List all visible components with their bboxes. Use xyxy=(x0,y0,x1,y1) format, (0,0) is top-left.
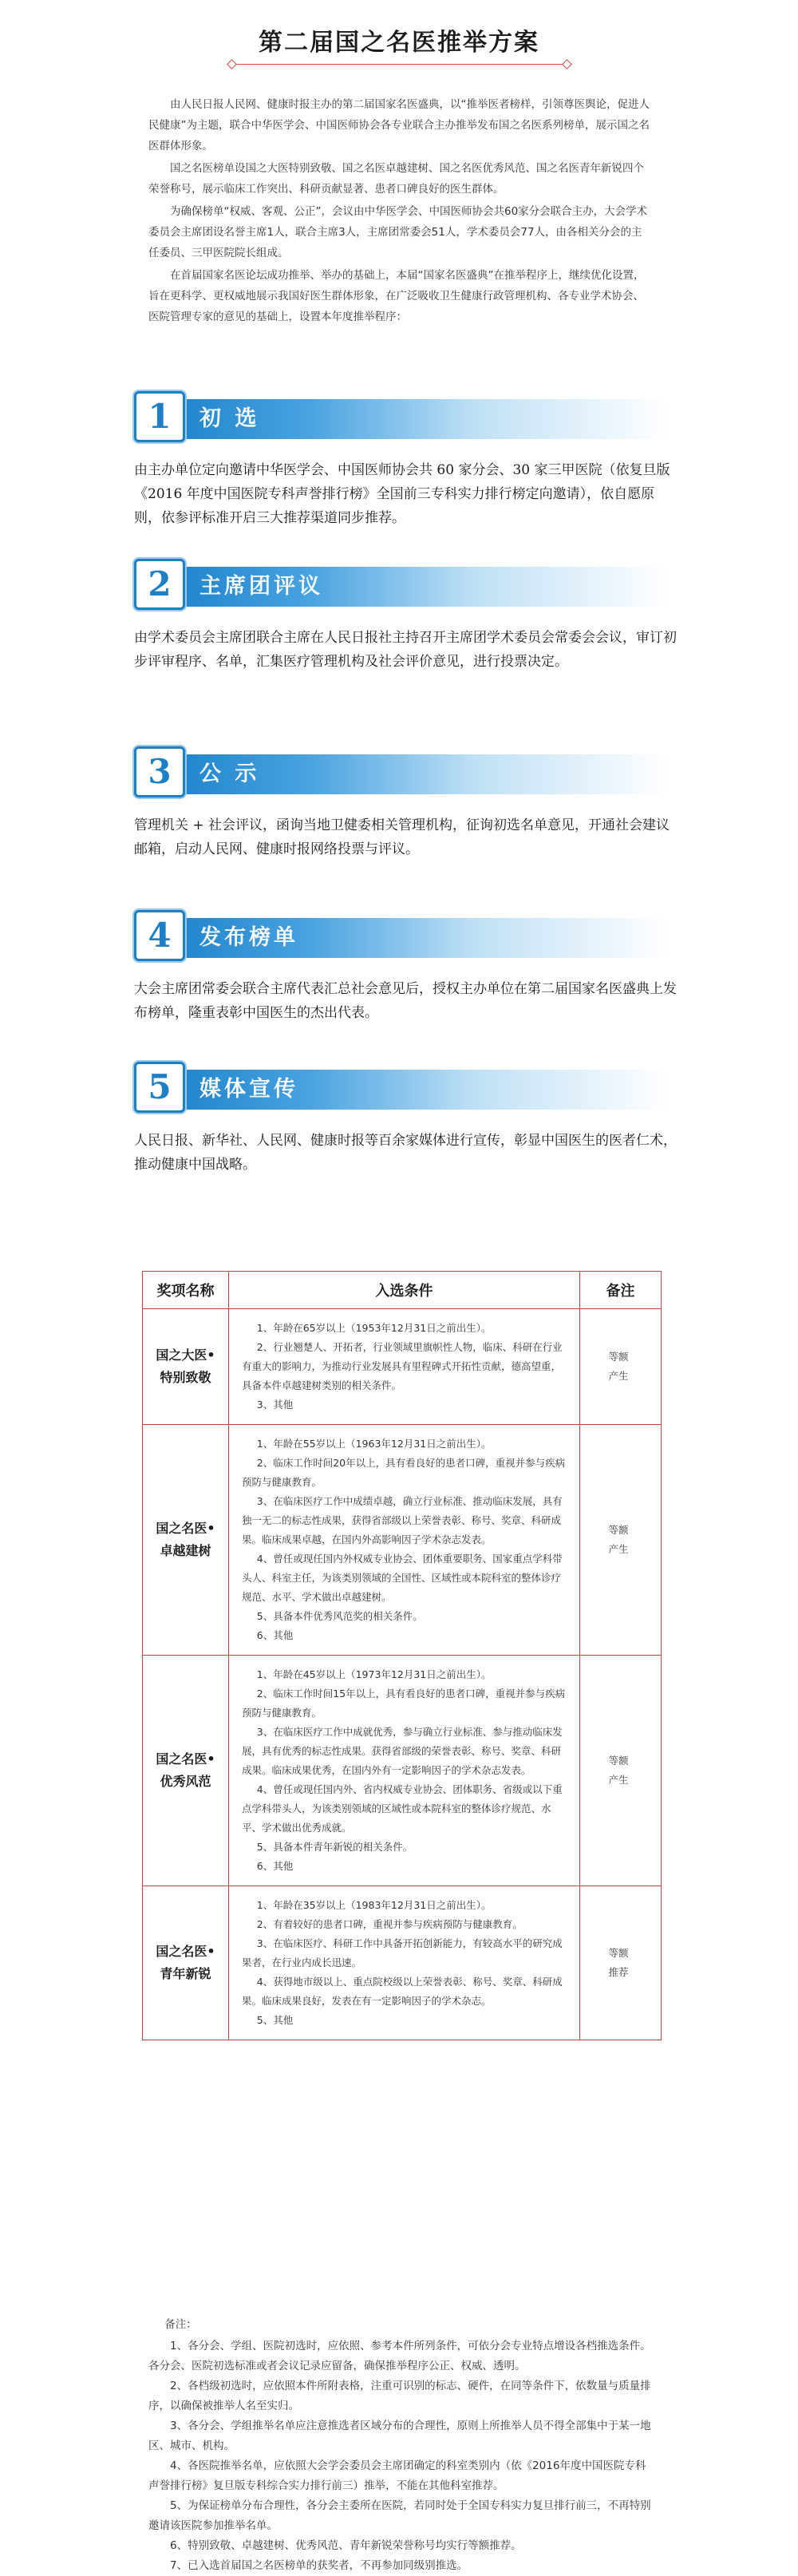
award-name-cell xyxy=(143,1425,229,1656)
step-header xyxy=(134,1062,677,1118)
step-5 xyxy=(134,1062,677,1177)
note-text: 等额产生 xyxy=(608,1524,629,1555)
condition-item: 5、其他 xyxy=(256,2014,294,2026)
remark-item: 1、各分会、学组、医院初选时，应依照、参考本件所列条件，可依分会专业特点增设各档推选条件。各分会、医院初选标准或者会议记录应留备，确保推举程序公正、权威、透明。 xyxy=(148,2340,651,2372)
award-name-line: 青年新锐 xyxy=(160,1966,211,1981)
award-name-line: 特别致敬 xyxy=(160,1370,211,1385)
remark-item: 5、为保证榜单分布合理性，各分会主委所在医院，若同时处于全国专科实力复旦排行前三，不再特别邀请该医院参加推举名单。 xyxy=(148,2499,651,2532)
step-3 xyxy=(134,746,677,861)
step-number-badge: 4 xyxy=(134,910,185,961)
remark-item: 3、各分会、学组推举名单应注意推选者区域分布的合理性，原则上所推举人员不得全部集中于某一地区、城市、机构。 xyxy=(148,2420,651,2452)
note-cell xyxy=(580,1309,662,1425)
step-header xyxy=(134,746,677,802)
condition-item: 1、年龄在35岁以上（1983年12月31日之前出生）。 xyxy=(256,1899,492,1911)
step-header xyxy=(134,391,677,447)
condition-item: 2、临床工作时间20年以上，具有看良好的患者口碑，重视并参与疾病预防与健康教育。 xyxy=(242,1457,566,1488)
condition-item: 2、行业翘楚人、开拓者，行业领域里旗帜性人物，临床、科研在行业有重大的影响力，为推动行业发展具有里程碑式开拓性贡献，德高望重，具备本件卓越建树类别的相关条件。 xyxy=(242,1341,563,1391)
table-row xyxy=(143,1425,662,1656)
note-text: 等额产生 xyxy=(608,1755,629,1786)
conditions-cell xyxy=(229,1425,580,1656)
condition-item: 1、年龄在55岁以上（1963年12月31日之前出生）。 xyxy=(256,1438,492,1450)
award-name-cell xyxy=(143,1886,229,2040)
page-title: 第二届国之名医推举方案 xyxy=(259,29,539,57)
award-name-line: 国之大医• xyxy=(156,1347,215,1363)
step-4 xyxy=(134,910,677,1025)
condition-item: 1、年龄在45岁以上（1973年12月31日之前出生）。 xyxy=(256,1668,492,1680)
intro-paragraph: 为确保榜单“权威、客观、公正”，会议由中华医学会、中国医师协会共60家分会联合主办，大会学术委员会主席团设名誉主席1人，联合主席3人，主席团常委会51人，学术委员会77人，由各相关分会的主任委员、三甲医院院长组成。 xyxy=(148,205,648,259)
intro-paragraph: 由人民日报人民网、健康时报主办的第二届国家名医盛典，以“推举医者榜样，引领尊医舆论，促进人民健康”为主题，联合中华医学会、中国医师协会各专业联合主办推举发布国之名医系列榜单，展示国之名医群体形象。 xyxy=(148,98,650,152)
divider-diamond-right xyxy=(562,59,572,69)
step-number-badge: 1 xyxy=(134,391,185,442)
award-name-line: 国之名医• xyxy=(156,1944,215,1959)
note-cell xyxy=(580,1886,662,2040)
table-header-row xyxy=(143,1272,662,1309)
condition-item: 6、其他 xyxy=(256,1629,294,1641)
award-name-line: 卓越建树 xyxy=(160,1543,211,1558)
remarks-section xyxy=(148,2315,651,2576)
condition-item: 4、曾任或现任国内外、省内权威专业协会、团体职务、省级或以下重点学科带头人，为该类别领域的区域性或本院科室的整体诊疗规范、水平、学术做出优秀成就。 xyxy=(242,1783,563,1834)
condition-item: 2、有着较好的患者口碑，重视并参与疾病预防与健康教育。 xyxy=(256,1918,523,1930)
remark-item: 4、各医院推举名单，应依照大会学会委员会主席团确定的科室类别内（依《2016年度中国医院专科声誉排行榜》复旦版专科综合实力排行前三）推举，不能在其他科室推荐。 xyxy=(148,2459,646,2492)
intro-paragraph: 国之名医榜单设国之大医特别致敬、国之名医卓越建树、国之名医优秀风范、国之名医青年新锐四个荣誉称号，展示临床工作突出、科研贡献显著、患者口碑良好的医生群体。 xyxy=(148,162,644,196)
step-title: 发布榜单 xyxy=(200,925,298,950)
condition-item: 1、年龄在65岁以上（1953年12月31日之前出生）。 xyxy=(256,1322,492,1334)
note-text: 等额产生 xyxy=(608,1351,629,1382)
condition-item: 2、临床工作时间15年以上，具有看良好的患者口碑，重视并参与疾病预防与健康教育。 xyxy=(242,1688,566,1719)
step-2 xyxy=(134,559,677,674)
column-header-award: 奖项名称 xyxy=(143,1272,229,1309)
condition-item: 3、在临床医疗工作中成绩卓越，确立行业标准、推动临床发展，具有独一无二的标志性成果，获得省部级以上荣誉表彰、称号、奖章、科研成果。临床成果卓越，在国内外高影响因子学术杂志发表。 xyxy=(242,1495,563,1545)
award-name-line: 国之名医• xyxy=(156,1521,215,1536)
intro-section xyxy=(148,94,651,329)
table-row xyxy=(143,1309,662,1425)
conditions-cell xyxy=(229,1886,580,2040)
award-name-line: 国之名医• xyxy=(156,1751,215,1767)
step-title: 公 示 xyxy=(200,762,260,786)
condition-item: 3、其他 xyxy=(256,1399,294,1411)
note-text: 等额推荐 xyxy=(608,1947,629,1978)
remark-item: 7、已入选首届国之名医榜单的获奖者，不再参加同级别推选。 xyxy=(170,2559,468,2572)
award-name-cell xyxy=(143,1656,229,1886)
step-number-badge: 3 xyxy=(134,746,185,797)
note-cell xyxy=(580,1425,662,1656)
award-table xyxy=(142,1271,662,2040)
remark-item: 6、特别致敬、卓越建树、优秀风范、青年新锐荣誉称号均实行等额推荐。 xyxy=(170,2539,522,2552)
step-title: 主席团评议 xyxy=(200,574,323,599)
condition-item: 6、其他 xyxy=(256,1860,294,1872)
condition-item: 4、曾任或现任国内外权威专业协会、团体重要职务、国家重点学科带头人、科室主任，为该类别领域的全国性、区域性或本院科室的整体诊疗规范、水平、学术做出卓越建树。 xyxy=(242,1553,563,1603)
intro-paragraph: 在首届国家名医论坛成功推举、举办的基础上，本届“国家名医盛典”在推举程序上，继续优化设置，旨在更科学、更权威地展示我国好医生群体形象，在广泛吸收卫生健康行政管理机构、各专业学术协会、医院管理专家的意见的基础上，设置本年度推举程序： xyxy=(148,269,645,323)
remarks-title: 备注： xyxy=(164,2318,197,2331)
step-description: 由学术委员会主席团联合主席在人民日报社主持召开主席团学术委员会常委会会议，审订初步评审程序、名单，汇集医疗管理机构及社会评价意见，进行投票决定。 xyxy=(134,630,677,670)
step-header xyxy=(134,559,677,615)
step-number-badge: 2 xyxy=(134,559,185,610)
step-description: 管理机关 + 社会评议，函询当地卫健委相关管理机构，征询初选名单意见，开通社会建议邮箱，启动人民网、健康时报网络投票与评议。 xyxy=(134,817,670,857)
condition-item: 5、具备本件青年新锐的相关条件。 xyxy=(256,1841,413,1853)
column-header-note: 备注 xyxy=(580,1272,662,1309)
condition-item: 3、在临床医疗工作中成就优秀，参与确立行业标准、参与推动临床发展，具有优秀的标志性成果。获得省部级的荣誉表彰、称号、奖章、科研成果。临床成果优秀，在国内外有一定影响因子的学术杂志发表。 xyxy=(242,1726,563,1776)
table-row xyxy=(143,1886,662,2040)
step-description: 人民日报、新华社、人民网、健康时报等百余家媒体进行宣传，彰显中国医生的医者仁术，推动健康中国战略。 xyxy=(134,1133,677,1173)
award-name-cell xyxy=(143,1309,229,1425)
condition-item: 5、具备本件优秀风范奖的相关条件。 xyxy=(256,1610,423,1622)
award-table-section xyxy=(142,1271,661,2040)
step-title: 初 选 xyxy=(200,406,260,431)
table-row xyxy=(143,1656,662,1886)
condition-item: 4、获得地市级以上、重点院校级以上荣誉表彰、称号、奖章、科研成果。临床成果良好，发表在有一定影响因子的学术杂志。 xyxy=(242,1976,563,2007)
award-name-line: 优秀风范 xyxy=(160,1774,211,1789)
condition-item: 3、在临床医疗、科研工作中具备开拓创新能力，有较高水平的研究成果者，在行业内成长迅速。 xyxy=(242,1937,563,1969)
step-header xyxy=(134,910,677,966)
column-header-conditions: 入选条件 xyxy=(229,1272,580,1309)
step-number-badge: 5 xyxy=(134,1062,185,1113)
divider-diamond-left xyxy=(227,59,237,69)
remark-item: 2、各档级初选时，应依照本件所附表格，注重可识别的标志、硬件，在同等条件下，依数量与质量排序，以确保被推举人名至实归。 xyxy=(148,2380,651,2412)
title-divider xyxy=(231,64,567,65)
conditions-cell xyxy=(229,1656,580,1886)
conditions-cell xyxy=(229,1309,580,1425)
step-description: 大会主席团常委会联合主席代表汇总社会意见后，授权主办单位在第二届国家名医盛典上发布榜单，隆重表彰中国医生的杰出代表。 xyxy=(134,981,677,1021)
step-1 xyxy=(134,391,677,530)
step-description: 由主办单位定向邀请中华医学会、中国医师协会共 60 家分会、30 家三甲医院（依复旦版《2016 年度中国医院专科声誉排行榜》全国前三专科实力排行榜定向邀请），依自愿原则，依参评标准开启三大推荐渠道同步推荐。 xyxy=(134,462,670,526)
note-cell xyxy=(580,1656,662,1886)
step-title: 媒体宣传 xyxy=(200,1077,298,1102)
